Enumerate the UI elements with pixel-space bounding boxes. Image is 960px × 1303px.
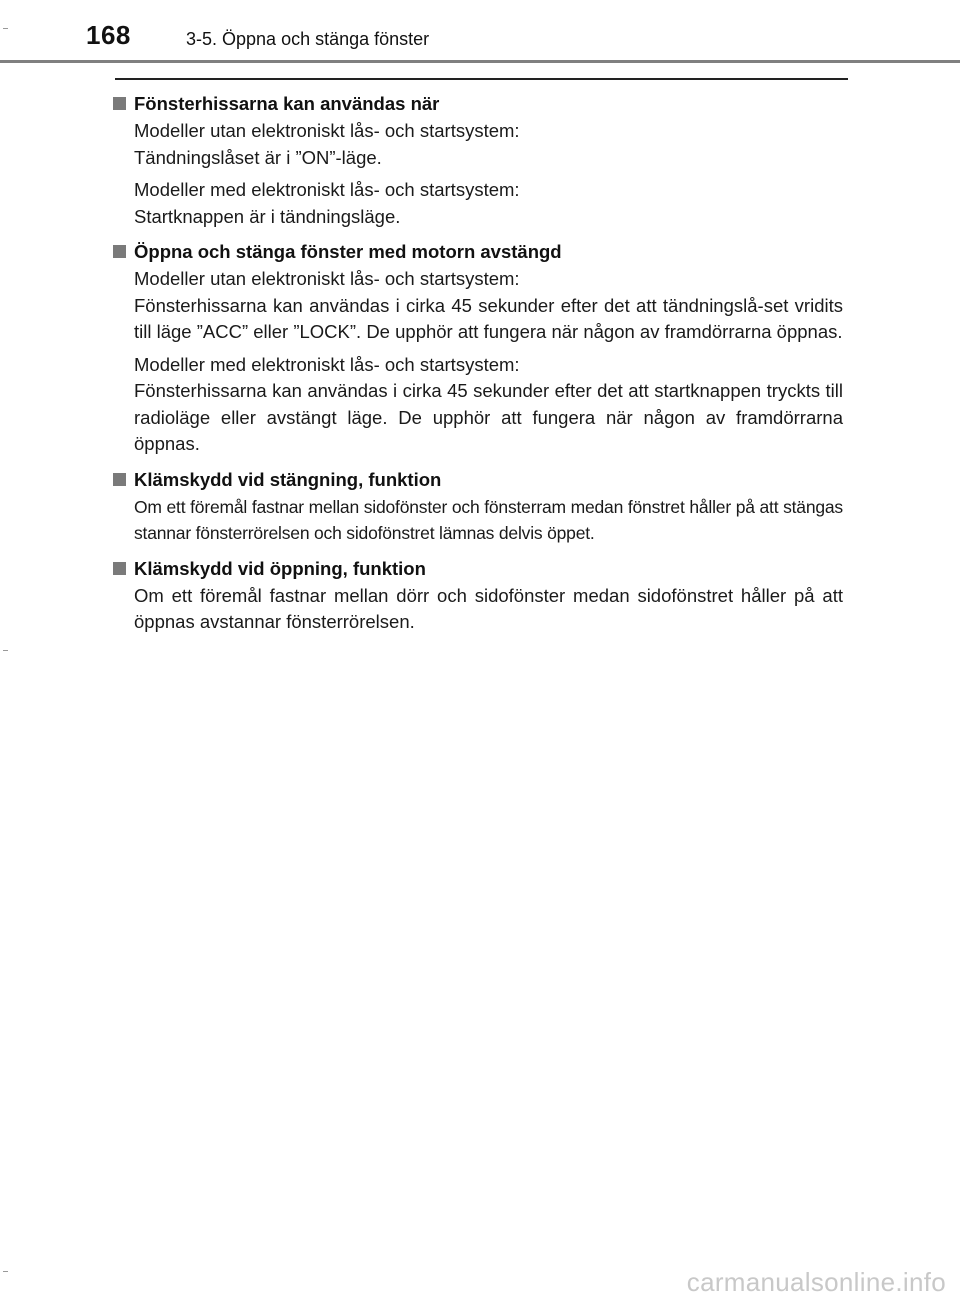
body-paragraph [113, 266, 843, 346]
paragraph-line: Modeller utan elektroniskt lås- och startsystem: [134, 120, 520, 141]
body-paragraph [113, 118, 843, 171]
body-paragraph [113, 177, 843, 230]
section-heading-text: Klämskydd vid öppning, funktion [134, 557, 426, 579]
paragraph-line: Tändningslåset är i ”ON”-läge. [134, 146, 382, 168]
content-section [113, 467, 843, 547]
body-paragraph [113, 583, 843, 636]
paragraph-line: Fönsterhissarna kan användas i cirka 45 sekunder efter det att tändningslå-set vridits till läge ”ACC” eller ”LOCK”. De upphör att fungera när någon av framdörrarna öppnas. [134, 294, 843, 342]
crop-mark [3, 28, 8, 29]
section-heading [113, 556, 843, 582]
paragraph-line: Om ett föremål fastnar mellan dörr och sidofönster medan sidofönstret håller på att öppnas avstannar fönsterrörelsen. [134, 584, 843, 632]
section-heading-text: Fönsterhissarna kan användas när [134, 93, 440, 114]
paragraph-line: Modeller med elektroniskt lås- och startsystem: [134, 353, 520, 375]
paragraph-line: Modeller utan elektroniskt lås- och startsystem: [134, 268, 520, 289]
content-section [113, 556, 843, 636]
watermark: carmanualsonline.info [686, 1267, 946, 1297]
section-heading [113, 467, 843, 493]
square-bullet-icon [113, 245, 126, 258]
page-content [113, 91, 843, 645]
section-heading [113, 91, 843, 117]
header-divider [0, 60, 960, 63]
section-heading-text: Öppna och stänga fönster med motorn avstängd [134, 241, 562, 262]
body-paragraph [113, 494, 843, 547]
content-section [113, 91, 843, 230]
crop-mark [3, 650, 8, 651]
body-paragraph [113, 352, 843, 458]
content-section [113, 239, 843, 458]
paragraph-line: Startknappen är i tändningsläge. [134, 205, 401, 227]
paragraph-line: Om ett föremål fastnar mellan sidofönster och fönsterram medan fönstret håller på att stängas stannar fönsterrörelsen och sidofönstret lämnas delvis öppet. [134, 496, 843, 543]
square-bullet-icon [113, 473, 126, 486]
section-heading-text: Klämskydd vid stängning, funktion [134, 468, 442, 490]
section-heading [113, 239, 843, 265]
paragraph-line: Fönsterhissarna kan användas i cirka 45 sekunder efter det att startknappen tryckts till radioläge eller avstängt läge. De upphör att fungera när någon av framdörrarna öppnas. [134, 380, 843, 454]
page-number: 168 [86, 20, 131, 50]
section-title: 3-5. Öppna och stänga fönster [186, 29, 430, 49]
crop-mark [3, 1271, 8, 1272]
square-bullet-icon [113, 97, 126, 110]
square-bullet-icon [113, 562, 126, 575]
content-divider [115, 78, 848, 80]
page-header [0, 0, 960, 62]
paragraph-line: Modeller med elektroniskt lås- och startsystem: [134, 179, 520, 200]
